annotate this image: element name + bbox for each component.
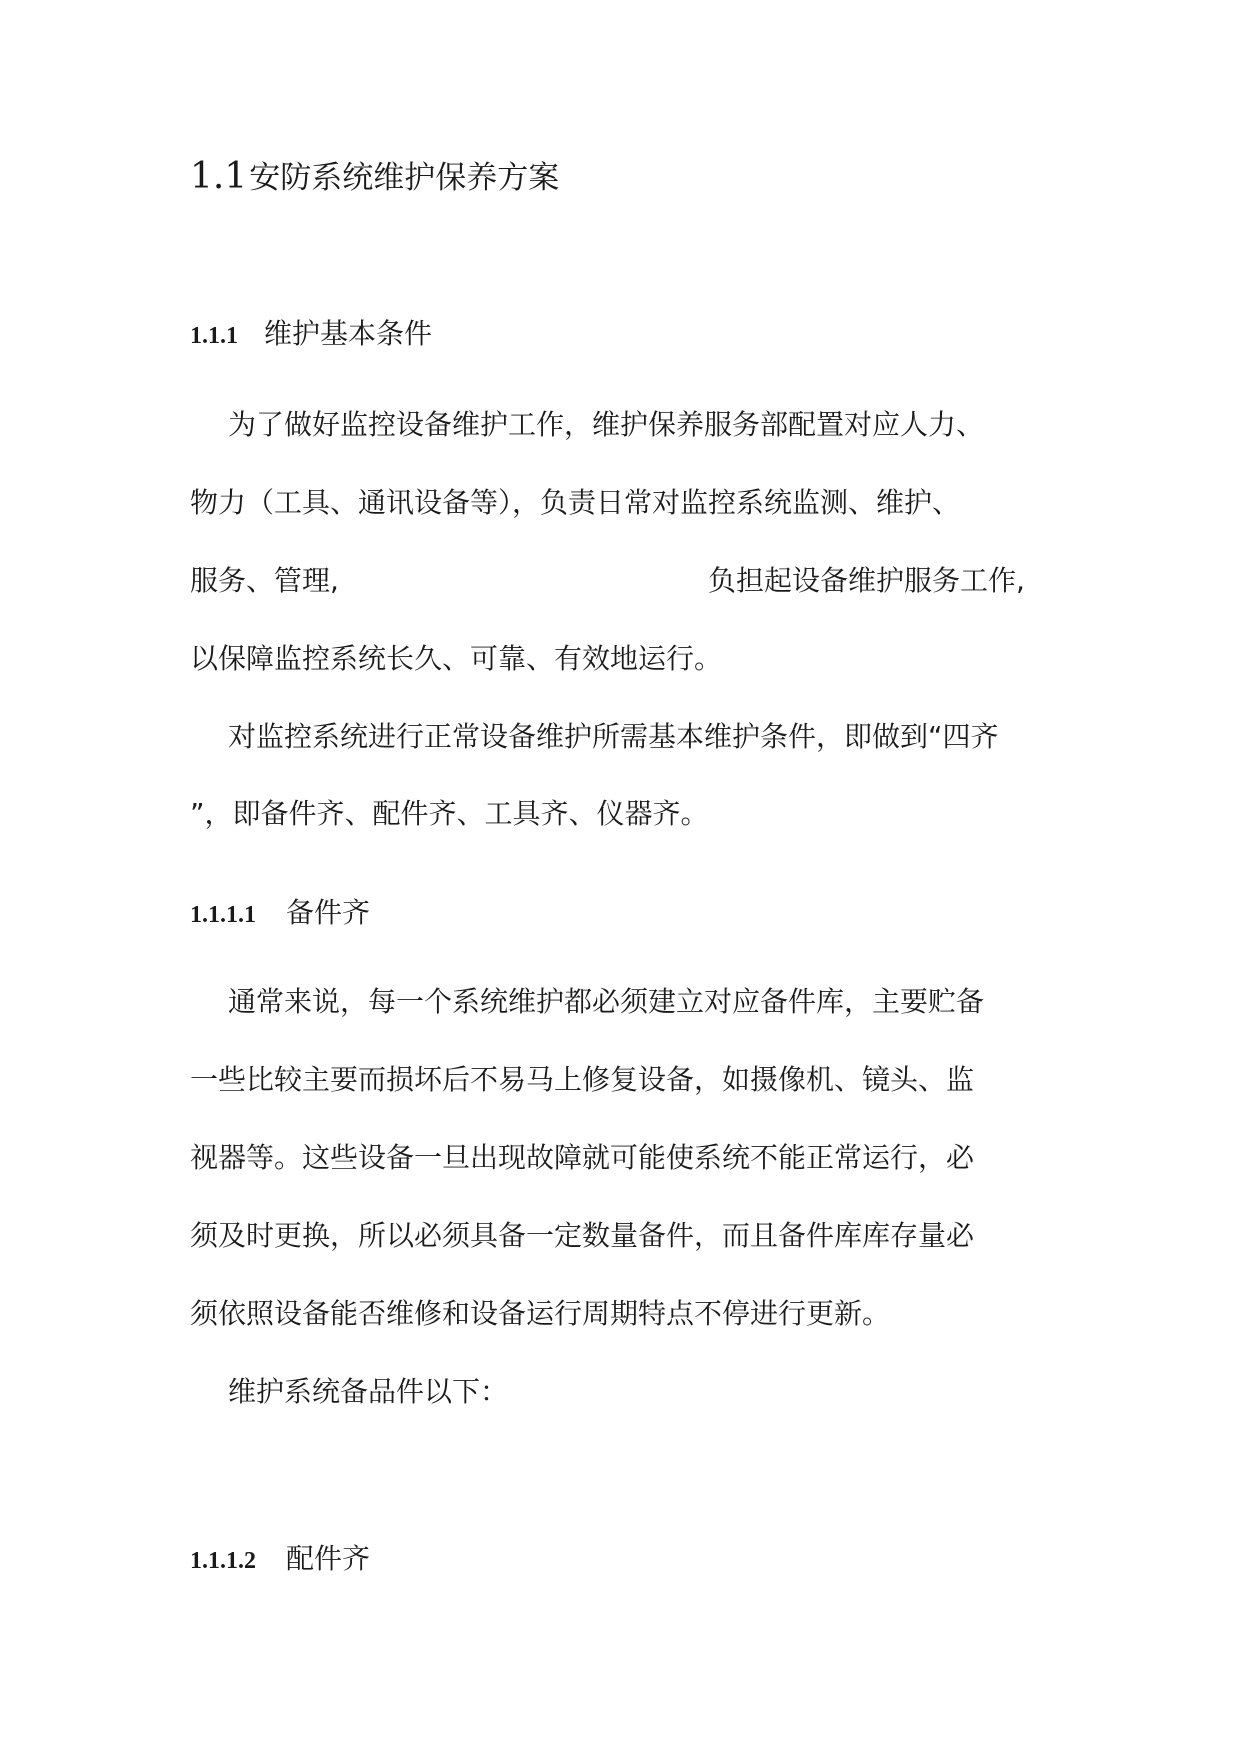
paragraph-line: 以保障监控系统长久、可靠、有效地运行。 <box>190 642 723 675</box>
heading-1-number: 1.1 <box>190 156 248 197</box>
heading-1-1-1-1-number: 1.1.1.1 <box>190 902 256 928</box>
paragraph-line: 一些比较主要而损坏后不易马上修复设备，如摄像机、镜头、监 <box>190 1063 975 1096</box>
heading-1-1-1-2-number: 1.1.1.2 <box>190 1548 256 1574</box>
heading-1-1-1-1-title: 备件齐 <box>286 896 371 929</box>
heading-1-title: 安防系统维护保养方案 <box>249 160 560 196</box>
paragraph-line: 视器等。这些设备一旦出现故障就可能使系统不能正常运行，必 <box>190 1141 975 1174</box>
paragraph-line: 须及时更换，所以必须具备一定数量备件，而且备件库库存量必 <box>190 1219 975 1252</box>
paragraph-line: 负担起设备维护服务工作, <box>708 564 1025 597</box>
paragraph-line: 服务、管理, <box>190 564 339 597</box>
paragraph-line: 对监控系统进行正常设备维护所需基本维护条件，即做到“四齐 <box>228 720 999 753</box>
paragraph-line: 通常来说，每一个系统维护都必须建立对应备件库，主要贮备 <box>228 985 985 1018</box>
heading-1-1-1-title: 维护基本条件 <box>264 317 433 350</box>
heading-1-1-1-number: 1.1.1 <box>190 323 238 349</box>
paragraph-line: 须依照设备能否维修和设备运行周期特点不停进行更新。 <box>190 1297 891 1330</box>
paragraph-line: 为了做好监控设备维护工作，维护保养服务部配置对应人力、 <box>228 408 985 441</box>
heading-1-1-1-2-title: 配件齐 <box>286 1542 371 1575</box>
heading-1 <box>190 152 559 197</box>
heading-1-1-1-1 <box>190 891 370 931</box>
paragraph-line: ”，即备件齐、配件齐、工具齐、仪器齐。 <box>190 797 709 830</box>
heading-1-1-1 <box>190 312 432 352</box>
paragraph-line: 物力（工具、通讯设备等），负责日常对监控系统监测、维护、 <box>190 486 961 519</box>
paragraph-line: 维护系统备品件以下： <box>228 1375 509 1408</box>
heading-1-1-1-2 <box>190 1537 370 1577</box>
